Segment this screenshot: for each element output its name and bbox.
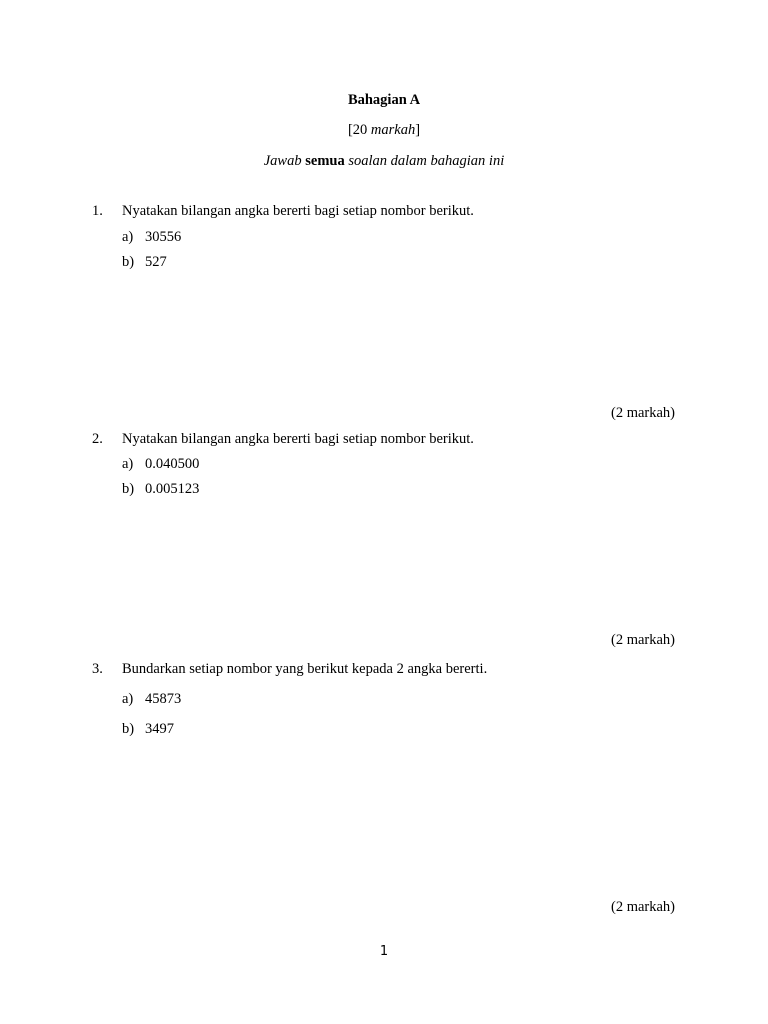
question-1-part-b-label: b) bbox=[122, 254, 135, 270]
question-3-part-a-value: 45873 bbox=[145, 691, 182, 707]
question-3-marks: (2 markah) bbox=[610, 899, 675, 915]
instruction-bold: semua bbox=[305, 153, 345, 169]
question-2-part-b-label: b) bbox=[122, 481, 135, 497]
question-3-part-a-label: a) bbox=[122, 691, 134, 707]
question-1-part-a-label: a) bbox=[122, 229, 134, 245]
marks-close: ] bbox=[415, 122, 421, 138]
page-number: 1 bbox=[379, 944, 389, 959]
section-total-marks bbox=[0, 122, 768, 139]
question-2-part-a-label: a) bbox=[122, 456, 134, 472]
question-2-marks: (2 markah) bbox=[610, 632, 675, 648]
section-instruction bbox=[0, 153, 768, 170]
question-3-part-b-label: b) bbox=[122, 721, 135, 737]
question-2-part-a-value: 0.040500 bbox=[145, 456, 200, 472]
instruction-pre: Jawab bbox=[263, 153, 306, 169]
question-1-part-a-value: 30556 bbox=[145, 229, 182, 245]
question-3-number: 3. bbox=[92, 661, 103, 677]
marks-open: [20 bbox=[347, 122, 371, 138]
question-3-text: Bundarkan setiap nombor yang berikut kepada 2 angka bererti. bbox=[122, 661, 488, 677]
instruction-post: soalan dalam bahagian ini bbox=[344, 153, 505, 169]
question-3-part-b-value: 3497 bbox=[145, 721, 174, 737]
question-2-part-b-value: 0.005123 bbox=[145, 481, 200, 497]
question-1-marks: (2 markah) bbox=[610, 405, 675, 421]
question-1-number: 1. bbox=[92, 203, 103, 219]
question-2-number: 2. bbox=[92, 431, 103, 447]
question-1-text: Nyatakan bilangan angka bererti bagi setiap nombor berikut. bbox=[122, 203, 474, 219]
question-1-part-b-value: 527 bbox=[145, 254, 167, 270]
marks-word: markah bbox=[370, 122, 416, 138]
question-2-text: Nyatakan bilangan angka bererti bagi setiap nombor berikut. bbox=[122, 431, 474, 447]
section-title: Bahagian A bbox=[347, 92, 421, 108]
